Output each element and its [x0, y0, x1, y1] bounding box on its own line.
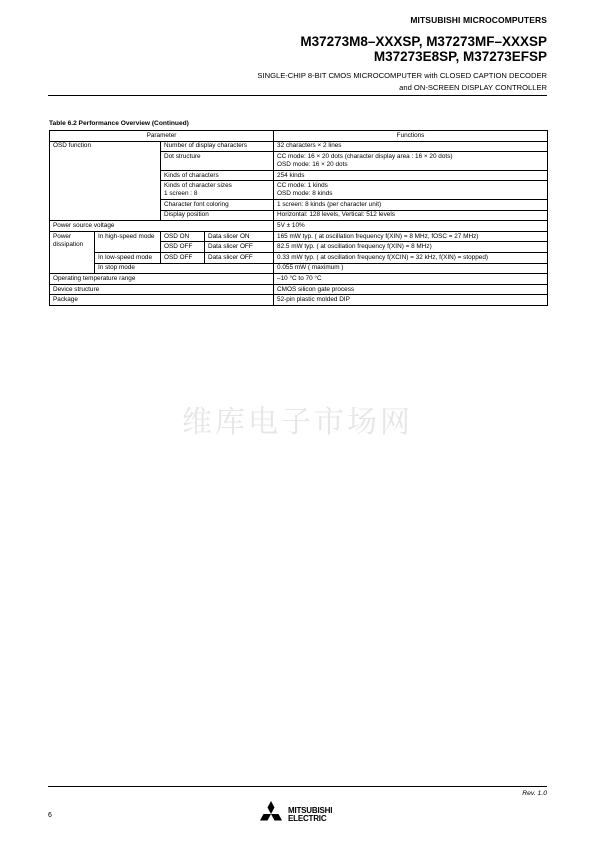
value-cell: Horizontal: 128 levels, Vertical: 512 levels — [274, 210, 548, 221]
performance-overview-table — [49, 130, 548, 306]
product-description-line2: and ON-SCREEN DISPLAY CONTROLLER — [399, 83, 547, 92]
package-label: Package — [50, 295, 274, 306]
slicer-state-cell: Data slicer OFF — [205, 252, 274, 263]
slicer-state-cell: Data slicer OFF — [205, 242, 274, 253]
operating-temp-label: Operating temperature range — [50, 274, 274, 285]
param-cell — [161, 181, 274, 200]
page-number: 6 — [48, 812, 52, 819]
table-header-row — [50, 131, 548, 142]
slicer-state-cell: Data slicer ON — [205, 231, 274, 242]
osd-state-cell: OSD OFF — [161, 242, 205, 253]
value-cell — [274, 181, 548, 200]
param-cell: Display position — [161, 210, 274, 221]
mitsubishi-logo-icon — [256, 801, 286, 827]
value-line: OSD mode: 16 × 20 dots — [277, 160, 348, 168]
product-description-line1: SINGLE-CHIP 8-BIT CMOS MICROCOMPUTER with CLOSED CAPTION DECODER — [257, 71, 547, 80]
value-cell: 254 kinds — [274, 170, 548, 181]
value-cell: CMOS silicon gate process — [274, 284, 548, 295]
mode-cell: In stop mode — [95, 263, 274, 274]
param-cell: Number of display characters — [161, 141, 274, 152]
table-row — [50, 221, 548, 232]
power-source-label: Power source voltage — [50, 221, 274, 232]
param-cell: Kinds of characters — [161, 170, 274, 181]
table-row — [50, 274, 548, 285]
table-row — [50, 284, 548, 295]
param-cell: Character font coloring — [161, 199, 274, 210]
param-cell: Dot structure — [161, 152, 274, 171]
logo-line2: ELECTRIC — [288, 814, 327, 823]
value-cell: 32 characters × 2 lines — [274, 141, 548, 152]
watermark-text: 维库电子市场网 — [182, 405, 413, 440]
value-line: CC mode: 1 kinds — [277, 182, 328, 190]
param-line: 1 screen : 8 — [164, 190, 198, 198]
value-cell: 82.5 mW typ. ( at oscillation frequency f(XIN) = 8 MHz) — [274, 242, 548, 253]
table-row — [50, 263, 548, 274]
label-line: dissipation — [53, 240, 84, 248]
header-divider — [48, 95, 547, 96]
osd-state-cell: OSD ON — [161, 231, 205, 242]
osd-state-cell: OSD OFF — [161, 252, 205, 263]
table-row — [50, 252, 548, 263]
device-structure-label: Device structure — [50, 284, 274, 295]
value-cell: 1 screen: 8 kinds (per character unit) — [274, 199, 548, 210]
table-row — [50, 295, 548, 306]
value-line: OSD mode: 8 kinds — [277, 190, 333, 198]
label-line: Power — [53, 232, 72, 240]
value-cell: –10 °C to 70 °C — [274, 274, 548, 285]
footer-divider — [48, 786, 547, 787]
logo-wordmark — [288, 807, 332, 823]
mode-cell: In low-speed mode — [95, 252, 161, 263]
value-cell: 0.33 mW typ. ( at oscillation frequency f(XCIN) = 32 kHz, f(XIN) = stopped) — [274, 252, 548, 263]
part-numbers-line1: M37273M8–XXXSP, M37273MF–XXXSP — [300, 34, 547, 49]
table-row — [50, 141, 548, 152]
value-cell — [274, 152, 548, 171]
osd-function-label: OSD function — [50, 141, 161, 221]
revision-label: Rev. 1.0 — [522, 790, 547, 797]
value-line: CC mode: 16 × 20 dots (character display area : 16 × 20 dots) — [277, 152, 453, 160]
header-functions: Functions — [274, 131, 548, 142]
power-dissipation-label — [50, 231, 95, 273]
logo-line1: MITSUBISHI — [288, 806, 333, 815]
part-numbers-line2: M37273E8SP, M37273EFSP — [373, 49, 547, 64]
company-name: MITSUBISHI MICROCOMPUTERS — [410, 15, 547, 25]
mode-cell: In high-speed mode — [95, 231, 161, 252]
header-parameter: Parameter — [50, 131, 274, 142]
table-row — [50, 231, 548, 242]
value-cell: 165 mW typ. ( at oscillation frequency f(XIN) = 8 MHz, fOSC = 27 MHz) — [274, 231, 548, 242]
value-cell: 52-pin plastic molded DIP — [274, 295, 548, 306]
table-caption: Table 6.2 Performance Overview (Continued) — [49, 120, 189, 127]
value-cell: 0.055 mW ( maximum ) — [274, 263, 548, 274]
value-cell: 5V ± 10% — [274, 221, 548, 232]
param-line: Kinds of character sizes — [164, 182, 232, 190]
